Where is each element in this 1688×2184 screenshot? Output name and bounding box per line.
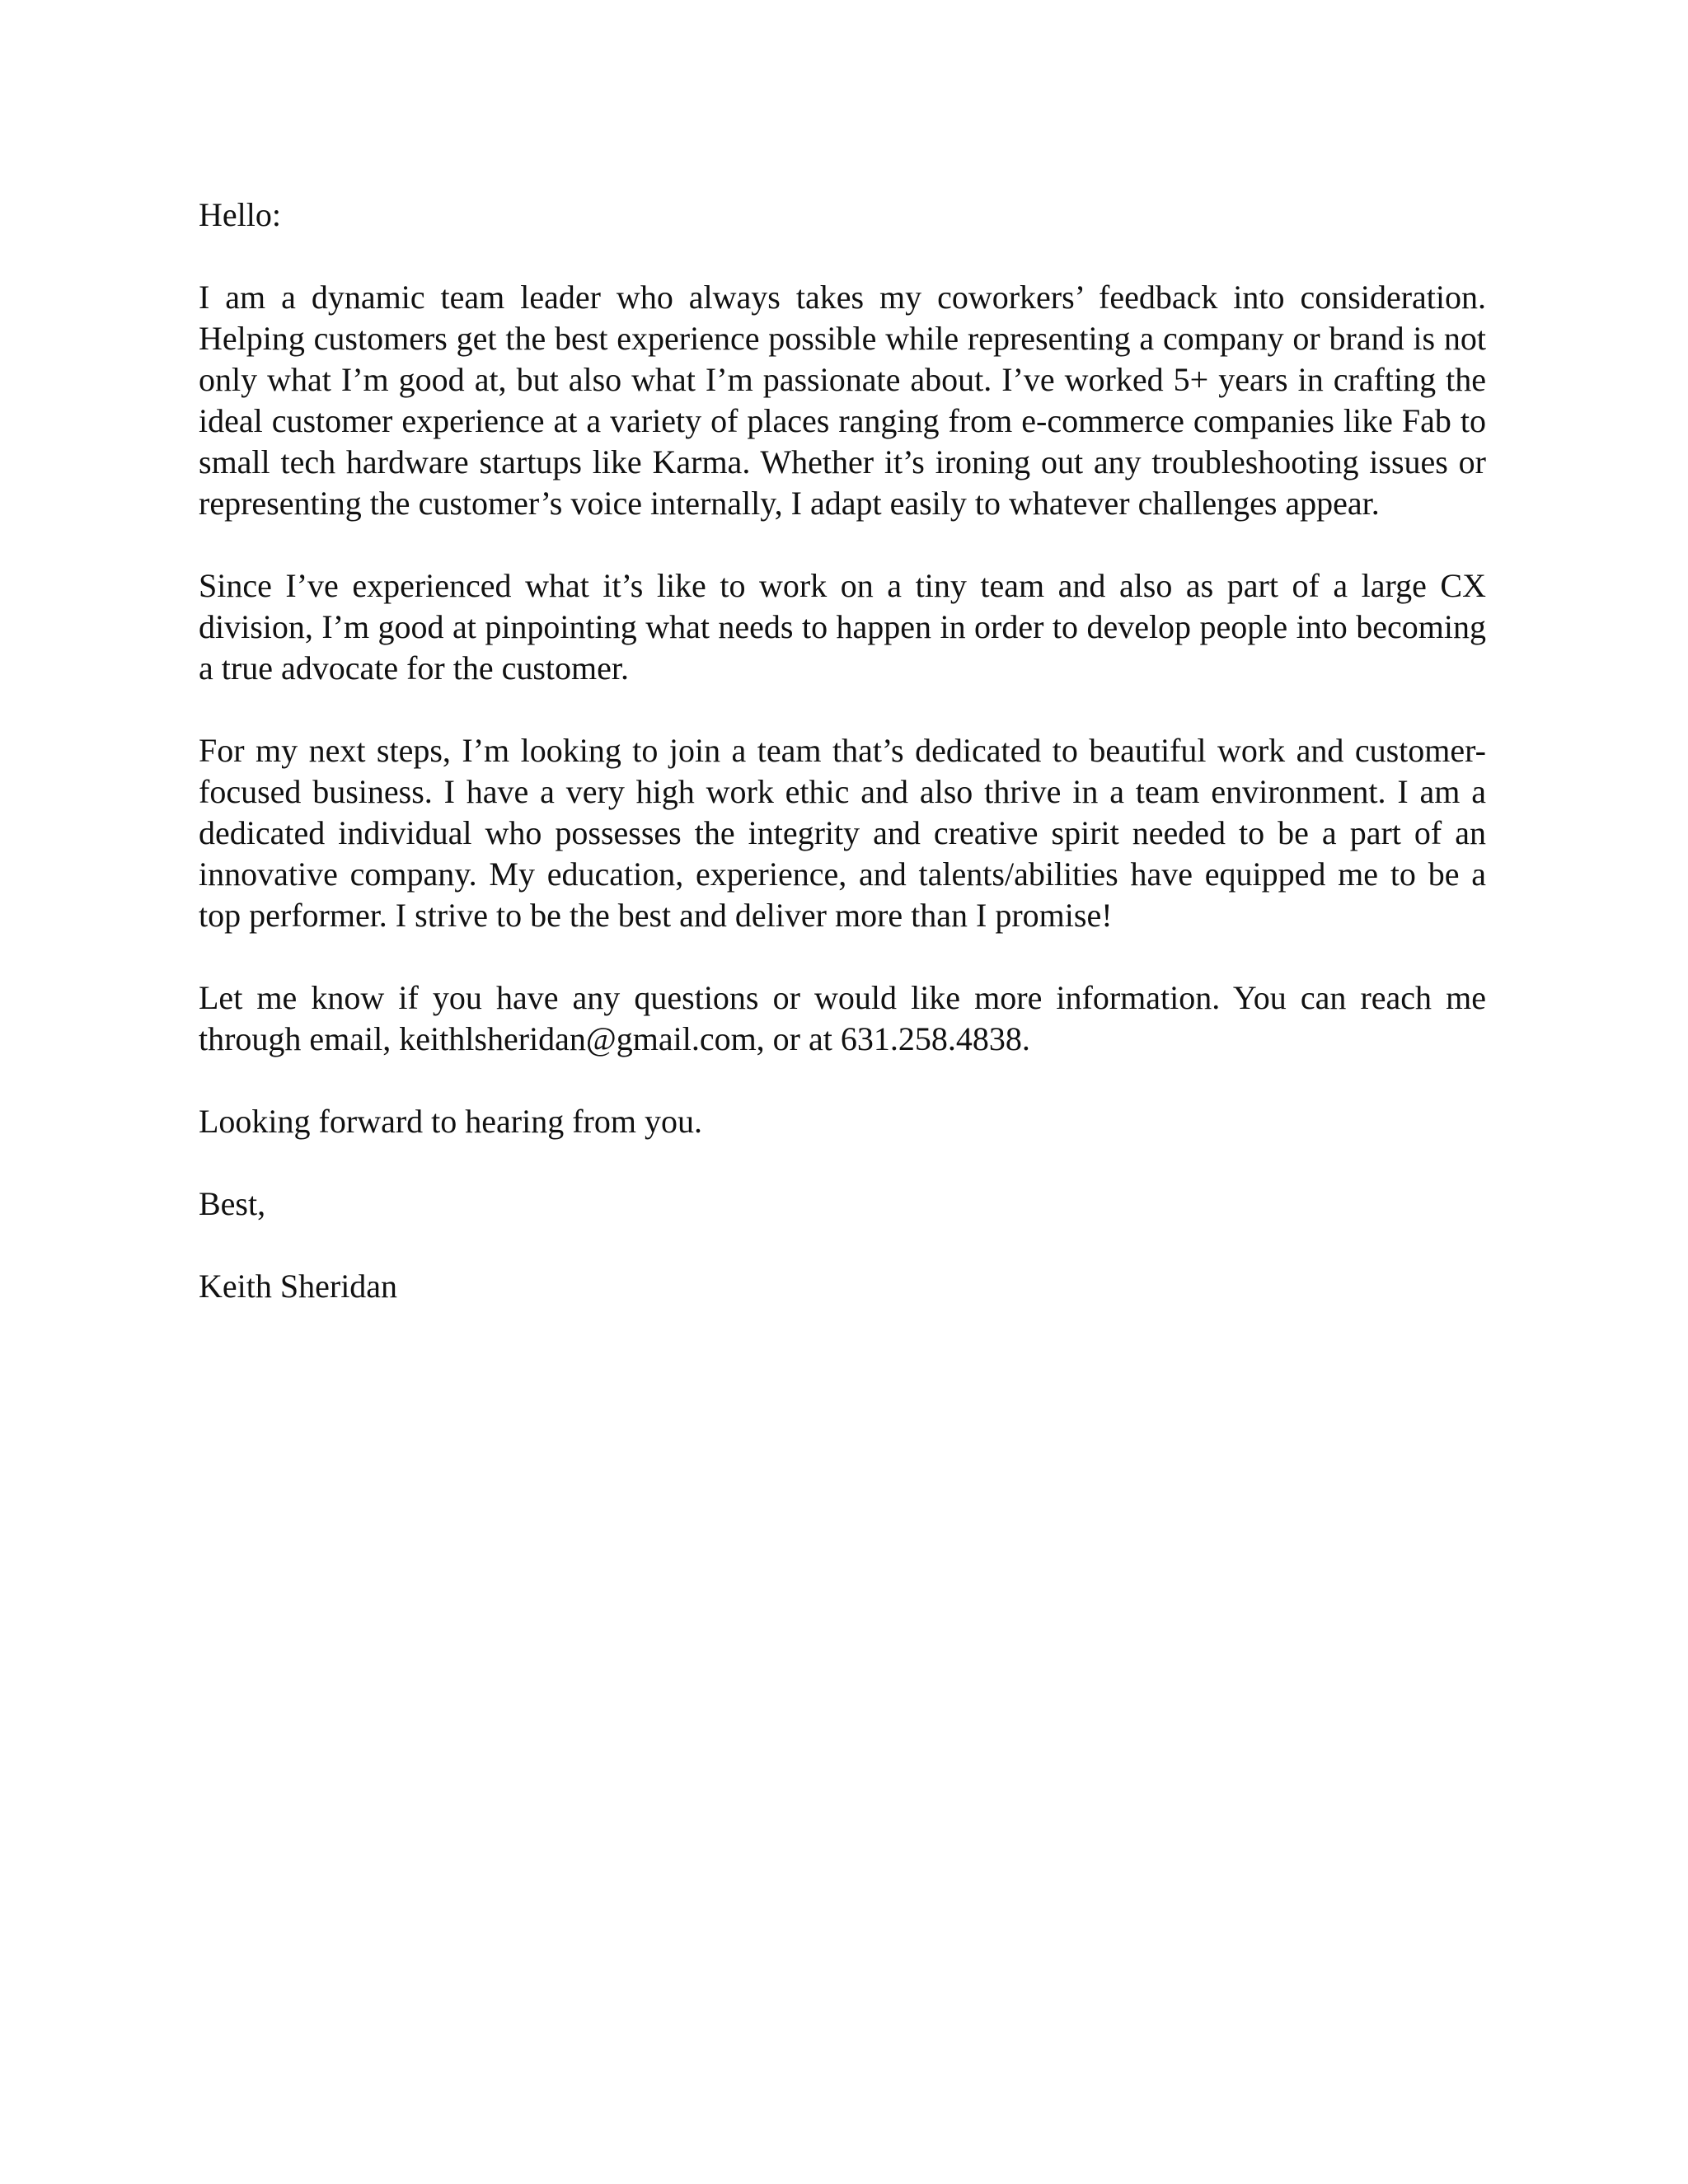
paragraph-introduction: I am a dynamic team leader who always takes my coworkers’ feedback into consideration. Helping customers get the best experience possible while representing a company or brand is not only what I’m good at, but also what I’m passionate about. I’ve worked 5+ years in crafting the ideal customer experience at a variety of places ranging from e-commerce companies like Fab to small tech hardware startups like Karma. Whether it’s ironing out any troubleshooting issues or representing the customer’s voice internally, I adapt easily to whatever challenges appear. — [199, 279, 1486, 522]
letter-body — [199, 194, 1486, 1348]
paragraph-contact: Let me know if you have any questions or would like more information. You can reach me through email, keithlsheridan@gmail.com, or at 631.258.4838. — [199, 979, 1486, 1057]
paragraph-experience: Since I’ve experienced what it’s like to work on a tiny team and also as part of a large CX division, I’m good at pinpointing what needs to happen in order to develop people into becoming a true advocate for the customer. — [199, 567, 1486, 687]
greeting: Hello: — [199, 196, 281, 233]
sign-off: Best, — [199, 1185, 266, 1222]
signature-name: Keith Sheridan — [199, 1268, 398, 1305]
paragraph-next-steps: For my next steps, I’m looking to join a team that’s dedicated to beautiful work and customer-focused business. I have a very high work ethic and also thrive in a team environment. I am a dedicated individual who possesses the integrity and creative spirit needed to be a part of an innovative company. My education, experience, and talents/abilities have equipped me to be a top performer. I strive to be the best and deliver more than I promise! — [199, 732, 1486, 934]
closing-line: Looking forward to hearing from you. — [199, 1103, 702, 1140]
